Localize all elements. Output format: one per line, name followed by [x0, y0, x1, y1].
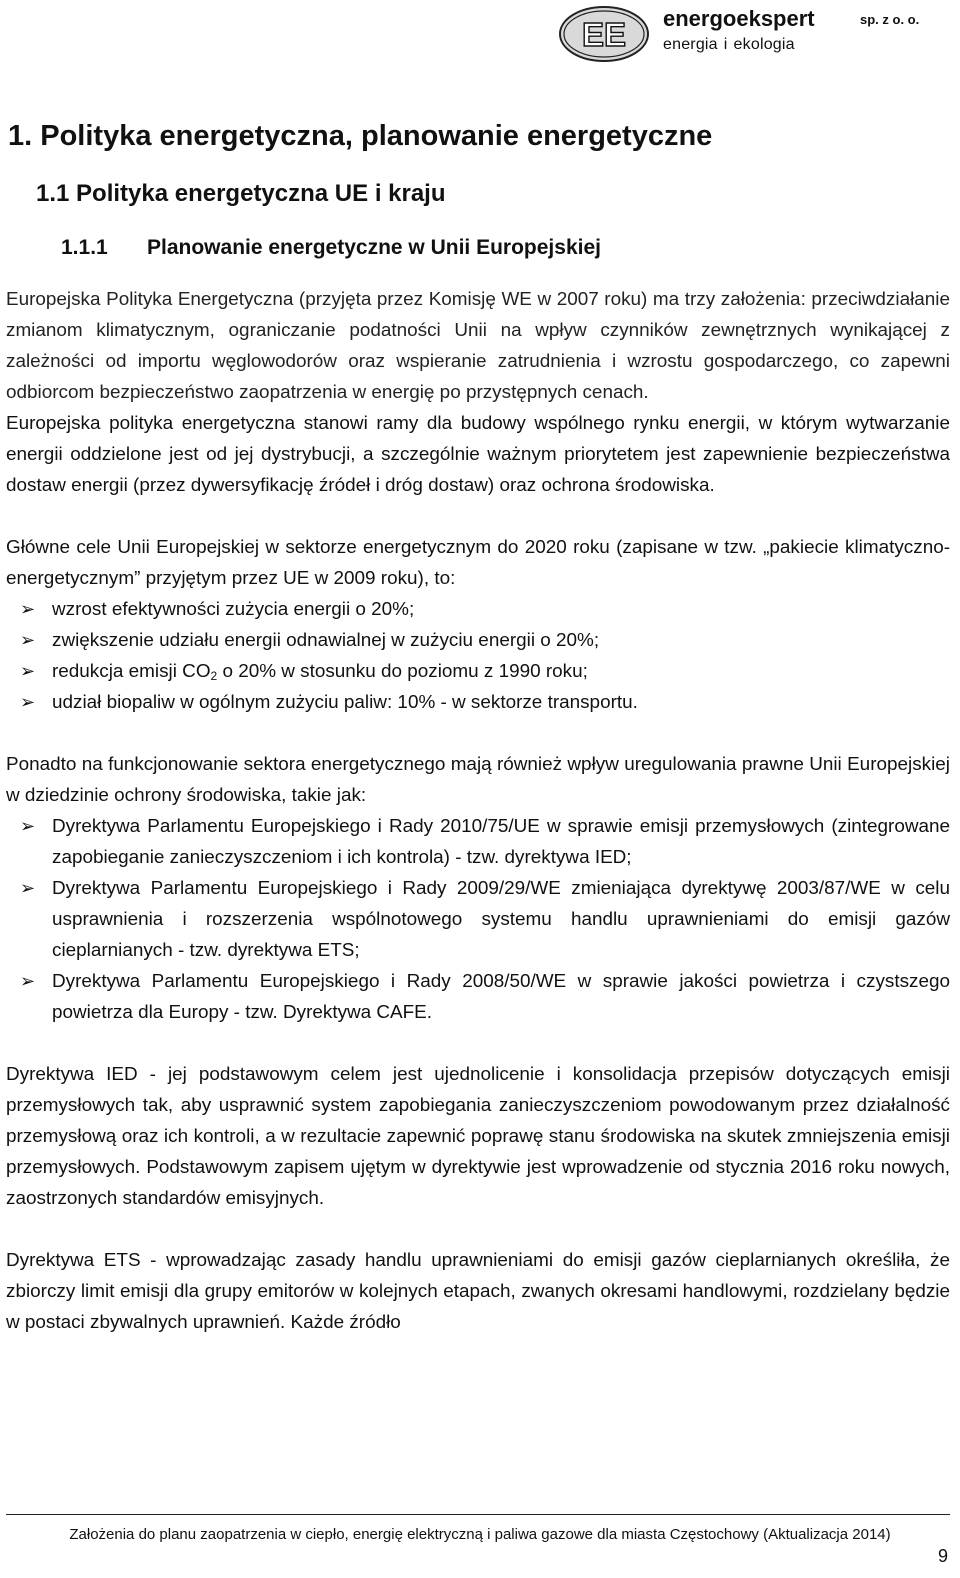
list-item: ➢ udział biopaliw w ogólnym zużyciu paliw: 10% - w sektorze transportu.: [6, 687, 950, 718]
footer-divider: [6, 1514, 950, 1515]
logo-text: EE: [581, 16, 627, 53]
paragraph: Europejska Polityka Energetyczna (przyjęta przez Komisję WE w 2007 roku) ma trzy założenia: przeciwdziałanie zmianom klimatycznym, ograniczanie podatności Unii na wpływ czynników zewnętrznych wynikającej z zależności od importu węglowodorów oraz wspieranie zatrudnienia i wzrostu gospodarczego, co zapewni odbiorcom bezpieczeństwo zaopatrzenia w energię po przystępnych cenach.: [6, 289, 950, 403]
arrowhead-bullet-icon: ➢: [20, 816, 36, 836]
section-heading: 1.1 Polityka energetyczna UE i kraju: [36, 180, 446, 207]
subsection-heading: [61, 236, 601, 260]
page-header: [0, 0, 960, 70]
tagline-word: energia: [663, 36, 718, 53]
arrowhead-bullet-icon: ➢: [20, 599, 36, 619]
eu-goals-list: [6, 594, 950, 718]
tagline-word: i: [723, 36, 728, 53]
arrowhead-bullet-icon: ➢: [20, 971, 36, 991]
page-number: 9: [937, 1546, 948, 1566]
footer-text: Założenia do planu zaopatrzenia w ciepło, energię elektryczną i paliwa gazowe dla miasta Częstochowy (Aktualizacja 2014): [69, 1526, 891, 1543]
energoekspert-logo: [558, 4, 652, 64]
company-legal-form: sp. z o. o.: [860, 12, 920, 27]
list-item: ➢ zwiększenie udziału energii odnawialnej w zużyciu energii o 20%;: [6, 625, 950, 656]
paragraph: Europejska polityka energetyczna stanowi ramy dla budowy wspólnego rynku energii, w którym wytwarzanie energii oddzielone jest od jej dystrybucji, a szczególnie ważnym priorytetem jest zapewnienie bezpieczeństwa dostaw energii (przez dywersyfikację źródeł i dróg dostaw) oraz ochrona środowiska.: [6, 413, 950, 496]
subsection-title: Planowanie energetyczne w Unii Europejskiej: [147, 236, 601, 259]
subsection-number: 1.1.1: [61, 236, 108, 259]
arrowhead-bullet-icon: ➢: [20, 661, 36, 681]
document-body: [6, 284, 950, 1338]
arrowhead-bullet-icon: ➢: [20, 878, 36, 898]
list-item: ➢ Dyrektywa Parlamentu Europejskiego i Rady 2010/75/UE w sprawie emisji przemysłowych (zintegrowane zapobieganie zanieczyszczeniom i ich kontrola) - tzw. dyrektywa IED;: [6, 811, 950, 873]
list-item: ➢ wzrost efektywności zużycia energii o 20%;: [6, 594, 950, 625]
chapter-heading: 1. Polityka energetyczna, planowanie energetyczne: [8, 120, 713, 152]
directives-list: [6, 811, 950, 1028]
list-item: ➢ redukcja emisji $CO_2$ o 20% w stosunku do poziomu z 1990 roku;: [6, 656, 950, 687]
paragraph: Ponadto na funkcjonowanie sektora energetycznego mają również wpływ uregulowania prawne Unii Europejskiej w dziedzinie ochrony środowiska, takie jak:: [6, 754, 950, 806]
paragraph: Główne cele Unii Europejskiej w sektorze energetycznym do 2020 roku (zapisane w tzw. „pakiecie klimatyczno-energetycznym” przyjętym przez UE w 2009 roku), to:: [6, 537, 950, 589]
list-item: ➢ Dyrektywa Parlamentu Europejskiego i Rady 2009/29/WE zmieniająca dyrektywę 2003/87/WE w celu usprawnienia i rozszerzenia wspólnotowego systemu handlu uprawnieniami do emisji gazów cieplarnianych - tzw. dyrektywa ETS;: [6, 873, 950, 966]
tagline-word: ekologia: [733, 36, 795, 53]
company-tagline: [663, 36, 801, 54]
arrowhead-bullet-icon: ➢: [20, 630, 36, 650]
paragraph: Dyrektywa ETS - wprowadzając zasady handlu uprawnieniami do emisji gazów cieplarnianych określiła, że zbiorczy limit emisji dla grupy emitorów w kolejnych etapach, zwanych okresami handlowymi, rozdzielany będzie w postaci zbywalnych uprawnień. Każde źródło: [6, 1250, 950, 1333]
arrowhead-bullet-icon: ➢: [20, 692, 36, 712]
list-item: ➢ Dyrektywa Parlamentu Europejskiego i Rady 2008/50/WE w sprawie jakości powietrza i czystszego powietrza dla Europy - tzw. Dyrektywa CAFE.: [6, 966, 950, 1028]
paragraph: Dyrektywa IED - jej podstawowym celem jest ujednolicenie i konsolidacja przepisów dotyczących emisji przemysłowych tak, aby usprawnić system zapobiegania zanieczyszczeniom powodowanym przez działalność przemysłową oraz ich kontroli, a w rezultacie zapewnić poprawę stanu środowiska na skutek zmniejszenia emisji przemysłowych. Podstawowym zapisem ujętym w dyrektywie jest wprowadzenie od stycznia 2016 roku nowych, zaostrzonych standardów emisyjnych.: [6, 1064, 950, 1209]
company-name: energoekspert: [663, 6, 815, 31]
